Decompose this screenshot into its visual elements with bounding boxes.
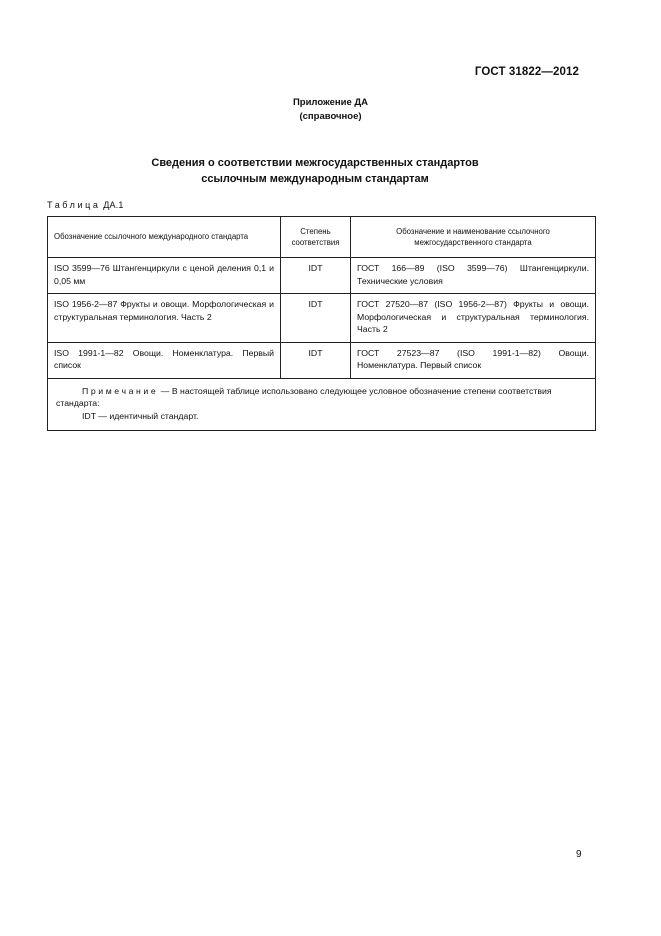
document-title xyxy=(0,155,630,187)
cell-interstate-standard: ГОСТ 27523—87 (ISO 1991-1—82) Овощи. Номенклатура. Первый список xyxy=(351,342,596,378)
note-body: — В настоящей таблице использовано следующее условное обозначение степени соответствия стандарта: xyxy=(56,385,552,408)
appendix-heading xyxy=(0,96,661,124)
cell-international-standard: ISO 1956-2—87 Фрукты и овощи. Морфологическая и структуральная терминология. Часть 2 xyxy=(48,294,281,343)
appendix-subtitle: (справочное) xyxy=(299,111,362,122)
document-title-line-1: Сведения о соответствии межгосударственных стандартов xyxy=(151,157,479,169)
cell-international-standard: ISO 3599—76 Штангенциркули с ценой деления 0,1 и 0,05 мм xyxy=(48,258,281,294)
cell-international-standard: ISO 1991-1—82 Овощи. Номенклатура. Первый список xyxy=(48,342,281,378)
standard-code: ГОСТ 31822—2012 xyxy=(474,66,579,78)
table-row xyxy=(48,258,596,294)
page-number: 9 xyxy=(576,849,582,860)
cell-interstate-standard: ГОСТ 166—89 (ISO 3599—76) Штангенциркули. Технические условия xyxy=(351,258,596,294)
cell-interstate-standard: ГОСТ 27520—87 (ISO 1956-2—87) Фрукты и овощи. Морфологическая и структуральная терминология. Часть 2 xyxy=(351,294,596,343)
note-idt-definition: IDT — идентичный стандарт. xyxy=(82,410,199,421)
note-text xyxy=(56,385,587,410)
header-degree-of-correspondence: Степень соответствия xyxy=(281,217,351,258)
correspondence-table xyxy=(47,216,596,431)
header-international-standard: Обозначение ссылочного международного стандарта xyxy=(48,217,281,258)
table-note xyxy=(48,378,596,431)
table-caption-number: ДА.1 xyxy=(103,200,124,210)
table-caption xyxy=(47,200,124,210)
table-row xyxy=(48,342,596,378)
cell-degree: IDT xyxy=(281,294,351,343)
cell-degree: IDT xyxy=(281,258,351,294)
note-label: Примечание xyxy=(82,385,159,396)
appendix-title: Приложение ДА xyxy=(292,97,369,108)
cell-degree: IDT xyxy=(281,342,351,378)
table-header-row xyxy=(48,217,596,258)
table-note-row xyxy=(48,378,596,431)
table-caption-prefix: Таблица xyxy=(47,200,101,210)
table-row xyxy=(48,294,596,343)
header-interstate-standard: Обозначение и наименование ссылочного межгосударственного стандарта xyxy=(351,217,596,258)
document-title-line-2: ссылочным международным стандартам xyxy=(201,173,429,185)
